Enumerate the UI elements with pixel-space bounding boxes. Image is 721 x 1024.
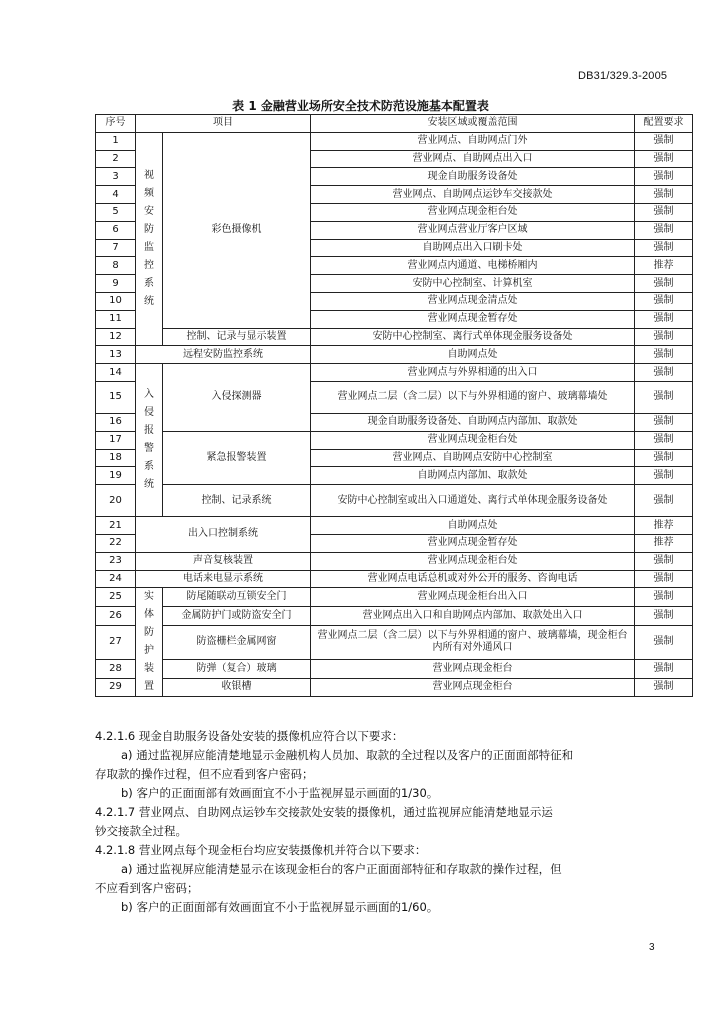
row-no: 16 (96, 413, 136, 431)
clause-4-2-1-6-a-line2: 存取款的操作过程，但不应看到客户密码； (95, 767, 314, 781)
table-row (96, 346, 693, 364)
header-item: 项目 (136, 115, 311, 133)
row-req: 强制 (635, 275, 693, 293)
row-req: 强制 (635, 328, 693, 346)
row-no: 28 (96, 659, 136, 678)
clause-4-2-1-6: 4.2.1.6 现金自助服务设备处安装的摄像机应符合以下要求： (95, 729, 404, 743)
clause-4-2-1-6-b: b) 客户的正面面部有效画面宜不小于监视屏显示画面的1/30。 (121, 786, 439, 800)
row-no: 17 (96, 431, 136, 449)
table-row (96, 485, 693, 517)
row-scope: 营业网点现金柜台处 (311, 552, 635, 570)
row-no: 25 (96, 588, 136, 607)
row-scope: 营业网点电话总机或对外公开的服务、咨询电话 (311, 570, 635, 588)
item-anti-tail-door: 防尾随联动互锁安全门 (163, 588, 311, 607)
row-req: 强制 (635, 659, 693, 678)
row-scope: 现金自助服务设备处、自助网点内部加、取款处 (311, 413, 635, 431)
row-scope: 营业网点、自助网点出入口 (311, 150, 635, 168)
row-no: 11 (96, 310, 136, 328)
row-req: 推荐 (635, 517, 693, 535)
row-scope: 营业网点二层（含二层）以下与外界相通的窗户、玻璃幕墙，现金柜台内所有对外通风口 (311, 625, 635, 659)
row-scope: 营业网点现金清点处 (311, 292, 635, 310)
table-row (96, 588, 693, 607)
table-row (96, 431, 693, 449)
row-no: 23 (96, 552, 136, 570)
item-caller-id: 电话来电显示系统 (136, 570, 311, 588)
row-no: 18 (96, 449, 136, 467)
row-req: 强制 (635, 292, 693, 310)
table-row (96, 328, 693, 346)
row-req: 强制 (635, 431, 693, 449)
item-bulletproof-glass: 防弹（复合）玻璃 (163, 659, 311, 678)
clause-4-2-1-6-a-line1: a) 通过监视屏应能清楚地显示金融机构人员加、取款的全过程以及客户的正面面部特征和 (121, 748, 574, 762)
row-req: 强制 (635, 239, 693, 257)
item-intrusion-detector: 入侵探测器 (163, 364, 311, 432)
row-req: 强制 (635, 552, 693, 570)
row-scope: 营业网点内通道、电梯桥厢内 (311, 257, 635, 275)
row-no: 27 (96, 625, 136, 659)
row-scope: 营业网点与外界相通的出入口 (311, 364, 635, 382)
row-req: 强制 (635, 413, 693, 431)
clause-4-2-1-8-b: b) 客户的正面面部有效画面宜不小于监视屏显示画面的1/60。 (121, 900, 439, 914)
item-audio-recheck: 声音复核装置 (136, 552, 311, 570)
row-req: 强制 (635, 186, 693, 204)
row-no: 19 (96, 467, 136, 485)
item-emergency-alarm: 紧急报警装置 (163, 431, 311, 484)
row-req: 强制 (635, 678, 693, 697)
row-req: 强制 (635, 467, 693, 485)
row-req: 强制 (635, 449, 693, 467)
row-no: 14 (96, 364, 136, 382)
row-req: 强制 (635, 381, 693, 413)
row-scope: 自助网点内部加、取款处 (311, 467, 635, 485)
row-no: 15 (96, 381, 136, 413)
row-no: 2 (96, 150, 136, 168)
item-control-display: 控制、记录与显示装置 (163, 328, 311, 346)
row-no: 6 (96, 221, 136, 239)
table-row (96, 132, 693, 150)
row-scope: 现金自助服务设备处 (311, 168, 635, 186)
clause-4-2-1-8-a-line2: 不应看到客户密码； (95, 881, 199, 895)
row-scope: 自助网点处 (311, 346, 635, 364)
row-no: 12 (96, 328, 136, 346)
item-remote-monitor: 远程安防监控系统 (136, 346, 311, 364)
item-cash-slot: 收银槽 (163, 678, 311, 697)
table-row (96, 659, 693, 678)
page-number: 3 (649, 942, 655, 953)
row-scope: 营业网点现金柜台出入口 (311, 588, 635, 607)
row-no: 9 (96, 275, 136, 293)
item-camera: 彩色摄像机 (163, 132, 311, 328)
row-no: 4 (96, 186, 136, 204)
table-row (96, 678, 693, 697)
row-scope: 营业网点、自助网点门外 (311, 132, 635, 150)
row-req: 强制 (635, 150, 693, 168)
header-seq: 序号 (96, 115, 136, 133)
row-req: 强制 (635, 221, 693, 239)
row-scope: 营业网点二层（含二层）以下与外界相通的窗户、玻璃幕墙处 (311, 381, 635, 413)
row-req: 强制 (635, 310, 693, 328)
row-scope: 营业网点现金暂存处 (311, 310, 635, 328)
row-scope: 营业网点、自助网点安防中心控制室 (311, 449, 635, 467)
row-no: 8 (96, 257, 136, 275)
row-req: 强制 (635, 132, 693, 150)
row-no: 5 (96, 203, 136, 221)
standard-number: DB31/329.3-2005 (578, 70, 668, 82)
row-req: 强制 (635, 588, 693, 607)
row-scope: 安防中心控制室、离行式单体现金服务设备处 (311, 328, 635, 346)
row-req: 强制 (635, 607, 693, 626)
group-label-alarm: 入侵报警系统 (136, 364, 163, 517)
clause-4-2-1-7-line2: 钞交接款全过程。 (95, 824, 187, 838)
row-scope: 营业网点、自助网点运钞车交接款处 (311, 186, 635, 204)
header-req: 配置要求 (635, 115, 693, 133)
configuration-table (95, 114, 693, 697)
row-scope: 营业网点现金柜台 (311, 659, 635, 678)
row-req: 强制 (635, 625, 693, 659)
clause-4-2-1-8: 4.2.1.8 营业网点每个现金柜台均应安装摄像机并符合以下要求： (95, 843, 427, 857)
item-control-record: 控制、记录系统 (163, 485, 311, 517)
row-no: 21 (96, 517, 136, 535)
table-row (96, 625, 693, 659)
group-label-physical: 实体防护装置 (136, 588, 163, 697)
row-no: 1 (96, 132, 136, 150)
table-row (96, 552, 693, 570)
row-scope: 安防中心控制室、计算机室 (311, 275, 635, 293)
row-no: 29 (96, 678, 136, 697)
row-scope: 营业网点现金柜台处 (311, 203, 635, 221)
table-header-row (96, 115, 693, 133)
table-row (96, 570, 693, 588)
row-req: 推荐 (635, 257, 693, 275)
item-metal-door: 金属防护门或防盗安全门 (163, 607, 311, 626)
row-req: 强制 (635, 346, 693, 364)
table-row (96, 364, 693, 382)
row-no: 13 (96, 346, 136, 364)
row-no: 7 (96, 239, 136, 257)
row-scope: 营业网点现金柜台处 (311, 431, 635, 449)
row-no: 3 (96, 168, 136, 186)
row-scope: 自助网点出入口刷卡处 (311, 239, 635, 257)
table-row (96, 607, 693, 626)
row-scope: 营业网点现金暂存处 (311, 534, 635, 552)
clause-4-2-1-8-a-line1: a) 通过监视屏应能清楚显示在该现金柜台的客户正面面部特征和存取款的操作过程，但 (121, 862, 562, 876)
clause-4-2-1-7-line1: 4.2.1.7 营业网点、自助网点运钞车交接款处安装的摄像机，通过监视屏应能清楚地显示运 (95, 805, 553, 819)
item-grille-window: 防盗栅栏金属网窗 (163, 625, 311, 659)
row-no: 26 (96, 607, 136, 626)
row-no: 22 (96, 534, 136, 552)
row-scope: 安防中心控制室或出入口通道处、离行式单体现金服务设备处 (311, 485, 635, 517)
group-label-video: 视频安防监控系统 (136, 132, 163, 346)
row-scope: 自助网点处 (311, 517, 635, 535)
row-req: 强制 (635, 485, 693, 517)
row-scope: 营业网点营业厅客户区域 (311, 221, 635, 239)
header-scope: 安装区域或覆盖范围 (311, 115, 635, 133)
row-scope: 营业网点出入口和自助网点内部加、取款处出入口 (311, 607, 635, 626)
table-title: 表 1 金融营业场所安全技术防范设施基本配置表 (232, 99, 489, 113)
row-req: 强制 (635, 570, 693, 588)
row-no: 10 (96, 292, 136, 310)
row-no: 20 (96, 485, 136, 517)
row-req: 推荐 (635, 534, 693, 552)
table-row (96, 517, 693, 535)
row-scope: 营业网点现金柜台 (311, 678, 635, 697)
row-req: 强制 (635, 203, 693, 221)
item-access-control: 出入口控制系统 (136, 517, 311, 553)
row-no: 24 (96, 570, 136, 588)
row-req: 强制 (635, 168, 693, 186)
row-req: 强制 (635, 364, 693, 382)
